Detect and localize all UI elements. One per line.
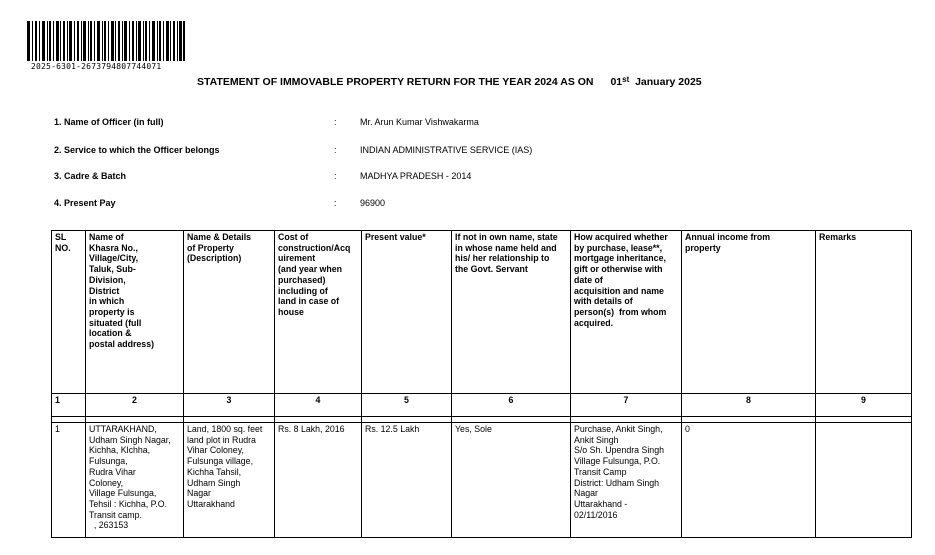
cell-line: Name of (89, 232, 124, 242)
cell-line: Transit camp. (89, 509, 142, 520)
cell-line: postal address) (89, 339, 155, 350)
column-number-cell: 8 (682, 394, 816, 417)
cell-line: Name & Details (187, 232, 252, 242)
cell-line: Vihar Coloney, (187, 445, 244, 456)
header-cell (682, 231, 816, 394)
cell-line: SL (55, 232, 67, 242)
present-pay-colon: : (334, 198, 337, 208)
officer-name-value: Mr. Arun Kumar Vishwakarma (360, 117, 479, 127)
cell-line: District (89, 285, 120, 296)
location-cell (86, 423, 184, 538)
cell-line: purchased) (278, 274, 326, 285)
cell-line: Village/City, (89, 253, 139, 264)
cell-line: , 263153 (89, 520, 129, 531)
cell-line: property is (89, 306, 135, 317)
header-cell (571, 231, 682, 394)
cell-line: mortgage inheritance, (574, 253, 666, 264)
cell-line: Annual income from (685, 232, 771, 242)
cell-line: Kichha, Klchha, (89, 445, 151, 456)
column-number-row (52, 394, 912, 417)
column-number-cell: 1 (52, 394, 86, 417)
cell-line: S/o Sh. Upendra Singh (574, 445, 664, 456)
cell-line: Ankit Singh (574, 434, 619, 445)
header-cell (452, 231, 571, 394)
cell-line: in whose name held and (455, 242, 557, 253)
cell-line: Nagar (574, 488, 598, 499)
present-pay-label: 4. Present Pay (54, 198, 116, 208)
title-day: 01 (610, 76, 623, 88)
cell-line: acquired. (574, 317, 614, 328)
acquisition-cell (571, 423, 682, 538)
cell-line: Rudra Vihar (89, 466, 136, 477)
cell-line: UTTARAKHAND, (89, 424, 157, 434)
service-value: INDIAN ADMINISTRATIVE SERVICE (IAS) (360, 145, 533, 155)
column-number-cell: 6 (452, 394, 571, 417)
cell-line: uirement (278, 253, 316, 264)
cell-line: Uttarakhand (187, 498, 235, 509)
cell-line: Uttarakhand - (574, 498, 628, 509)
title-month-year: January 2025 (635, 76, 702, 88)
cell-line: (and year when (278, 264, 343, 275)
property-details-cell (184, 423, 275, 538)
column-number-cell: 4 (275, 394, 362, 417)
header-cell (86, 231, 184, 394)
document-title (197, 76, 702, 88)
annual-income-cell (682, 423, 816, 538)
table-row (52, 423, 912, 538)
cell-line: Coloney, (89, 477, 124, 488)
service-colon: : (334, 145, 337, 155)
present-pay-value: 96900 (360, 198, 386, 208)
barcode-image (27, 21, 185, 61)
cell-line: Kichha Tahsil, (187, 466, 242, 477)
header-cell (184, 231, 275, 394)
cell-line: of Property (187, 242, 234, 253)
cell-line: Land, 1800 sq. feet (187, 424, 263, 434)
cell-line: NO. (55, 242, 71, 253)
cell-line: District: Udham Singh (574, 477, 660, 488)
cell-line: 0 (685, 424, 690, 434)
cell-line: Udham Singh (187, 477, 241, 488)
cell-line: location & (89, 328, 132, 339)
cell-line: 1 (55, 424, 60, 434)
barcode-number: 2025-6301-2673794807744071 (31, 62, 162, 71)
cell-line: Rs. 8 Lakh, 2016 (278, 424, 345, 434)
cell-line: situated (full (89, 317, 142, 328)
title-day-suffix: st (622, 75, 630, 84)
sl-no-cell (52, 423, 86, 538)
cell-line: his/ her relationship to (455, 253, 550, 264)
column-number-cell: 9 (816, 394, 912, 417)
cell-line: Yes, Sole (455, 424, 492, 434)
column-number-cell: 7 (571, 394, 682, 417)
header-cell (362, 231, 452, 394)
cell-line: Remarks (819, 232, 857, 242)
cell-line: Cost of (278, 232, 309, 242)
cell-line: Division, (89, 274, 126, 285)
cell-line: the Govt. Servant (455, 264, 528, 275)
cell-line: Fulsunga, (89, 456, 128, 467)
cell-line: person(s) from whom (574, 306, 667, 317)
cell-line: house (278, 306, 304, 317)
cell-line: Purchase, Ankit Singh, (574, 424, 663, 434)
cell-line: If not in own name, state (455, 232, 558, 242)
cell-line: by purchase, lease**, (574, 242, 663, 253)
cell-line: Taluk, Sub- (89, 264, 136, 275)
cell-line: Village Fulsunga, (89, 488, 157, 499)
cell-line: Khasra No., (89, 242, 138, 253)
remarks-cell (816, 423, 912, 538)
cell-line: acquisition and name (574, 285, 664, 296)
property-table (51, 230, 912, 538)
column-number-cell: 5 (362, 394, 452, 417)
cost-cell (275, 423, 362, 538)
cell-line: land plot in Rudra (187, 434, 256, 445)
cell-line: including of (278, 285, 328, 296)
cell-line: gift or otherwise with (574, 264, 663, 275)
cell-line: date of (574, 274, 603, 285)
header-cell (52, 231, 86, 394)
cell-line: Udham Singh Nagar, (89, 434, 171, 445)
cell-line: 02/11/2016 (574, 509, 618, 520)
header-cell (275, 231, 362, 394)
cell-line: Village Fulsunga, P.O. (574, 456, 661, 467)
title-date (610, 76, 701, 88)
table-header-row (52, 231, 912, 394)
cell-line: (Description) (187, 253, 242, 264)
cell-line: construction/Acq (278, 242, 351, 253)
cell-line: Present value* (365, 232, 426, 242)
cadre-batch-colon: : (334, 171, 337, 181)
title-text: STATEMENT OF IMMOVABLE PROPERTY RETURN FOR THE YEAR 2024 AS ON (197, 76, 594, 88)
present-value-cell (362, 423, 452, 538)
officer-name-colon: : (334, 117, 337, 127)
cell-line: in which (89, 296, 125, 307)
column-number-cell: 3 (184, 394, 275, 417)
cell-line: Tehsil : Kichha, P.O. (89, 498, 168, 509)
cell-line: Fulsunga village, (187, 456, 254, 467)
cell-line: Nagar (187, 488, 211, 499)
cell-line: Rs. 12.5 Lakh (365, 424, 420, 434)
ownership-cell (452, 423, 571, 538)
cell-line: How acquired whether (574, 232, 668, 242)
service-label: 2. Service to which the Officer belongs (54, 145, 220, 155)
cell-line: land in case of (278, 296, 340, 307)
cell-line: with details of (574, 296, 633, 307)
cadre-batch-value: MADHYA PRADESH - 2014 (360, 171, 472, 181)
officer-name-label: 1. Name of Officer (in full) (54, 117, 164, 127)
column-number-cell: 2 (86, 394, 184, 417)
cell-line: property (685, 242, 721, 253)
cell-line: Transit Camp (574, 466, 627, 477)
header-cell (816, 231, 912, 394)
cadre-batch-label: 3. Cadre & Batch (54, 171, 127, 181)
